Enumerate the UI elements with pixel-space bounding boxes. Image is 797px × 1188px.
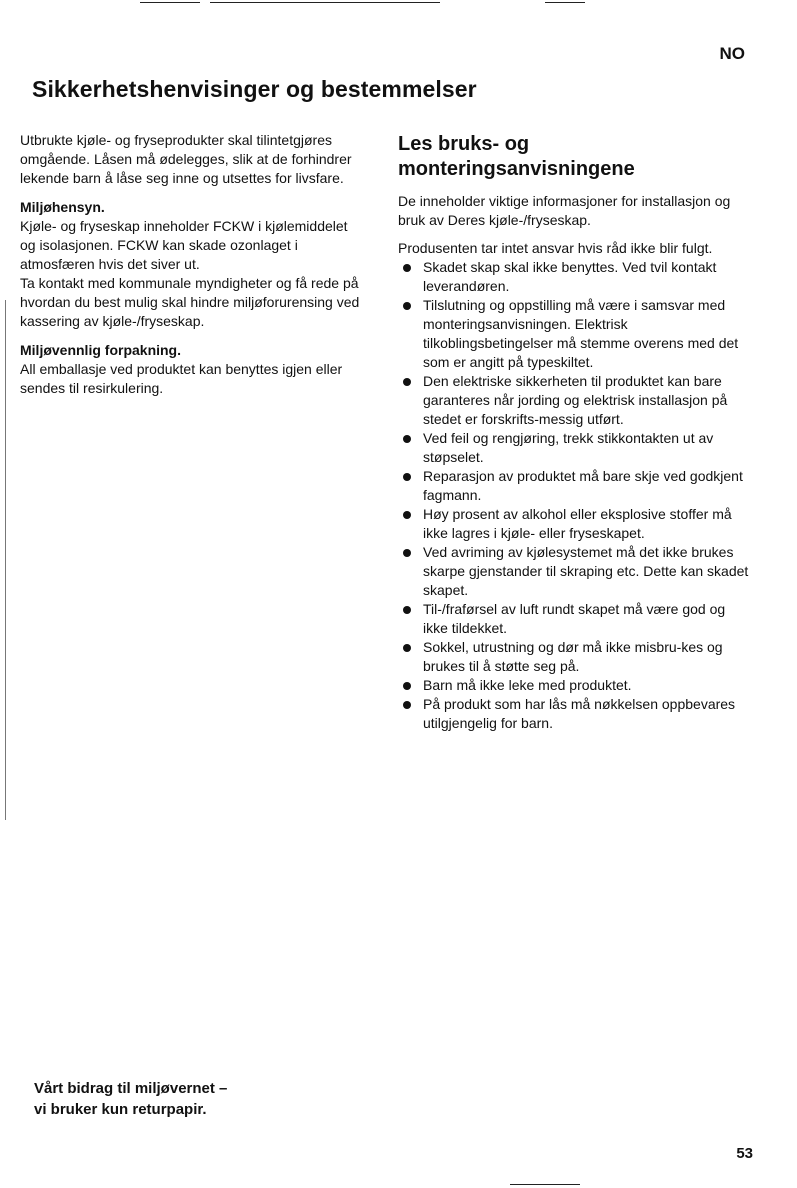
bottom-rule-1 [510, 1184, 580, 1185]
environment-text-1: Kjøle- og fryseskap inneholder FCKW i kjølemiddelet og isolasjonen. FCKW kan skade ozonlaget i atmosfæren hvis det siver ut. [20, 218, 348, 272]
language-code: NO [719, 44, 745, 63]
left-column [20, 131, 360, 408]
top-rule-2 [210, 2, 440, 3]
packaging-text: All emballasje ved produktet kan benyttes igjen eller sendes til resirkulering. [20, 361, 343, 396]
disposal-paragraph: Utbrukte kjøle- og fryseprodukter skal tilintetgjøres omgående. Låsen må ødelegges, slik at de forhindrer lekende barn å låse seg inne og utsettes for livsfare. [20, 132, 352, 186]
margin-mark [5, 300, 6, 820]
instructions-heading-line1: Les bruks- og [398, 133, 530, 155]
environment-text-2: Ta kontakt med kommunale myndigheter og få rede på hvordan du best mulig skal hindre miljøforurensing ved kassering av kjøle-/fryseskap. [20, 275, 360, 329]
list-item: Skadet skap skal ikke benyttes. Ved tvil kontakt leverandøren. [398, 258, 750, 296]
safety-list [398, 258, 750, 733]
instructions-intro: De inneholder viktige informasjoner for installasjon og bruk av Deres kjøle-/fryseskap. [398, 193, 731, 228]
list-item: Barn må ikke leke med produktet. [398, 676, 750, 695]
right-column [398, 132, 750, 733]
list-item: Høy prosent av alkohol eller eksplosive stoffer må ikke lagres i kjøle- eller fryseskapet. [398, 505, 750, 543]
page-number: 53 [736, 1145, 753, 1162]
section-title: Sikkerhetshenvisinger og bestemmelser [32, 76, 477, 102]
top-rule-1 [140, 2, 200, 3]
list-item: Den elektriske sikkerheten til produktet kan bare garanteres når jording og elektrisk installasjon på stedet er forskrifts-messig utført. [398, 372, 750, 429]
instructions-heading-line2: monteringsanvisningene [398, 158, 635, 180]
list-item: Ved feil og rengjøring, trekk stikkontakten ut av støpselet. [398, 429, 750, 467]
disclaimer: Produsenten tar intet ansvar hvis råd ikke blir fulgt. [398, 240, 713, 256]
recycled-paper-note-line2: vi bruker kun returpapir. [34, 1101, 207, 1118]
packaging-heading: Miljøvennlig forpakning. [20, 342, 181, 358]
environment-heading: Miljøhensyn. [20, 199, 105, 215]
list-item: Tilslutning og oppstilling må være i samsvar med monteringsanvisningen. Elektrisk tilkoblingsbetingelser må stemme overens med det som er angitt på typeskiltet. [398, 296, 750, 372]
list-item: Sokkel, utrustning og dør må ikke misbru-kes og brukes til å støtte seg på. [398, 638, 750, 676]
recycled-paper-note-line1: Vårt bidrag til miljøvernet – [34, 1080, 228, 1097]
recycled-paper-note [34, 1078, 227, 1120]
list-item: På produkt som har lås må nøkkelsen oppbevares utilgjengelig for barn. [398, 695, 750, 733]
list-item: Til-/fraførsel av luft rundt skapet må være god og ikke tildekket. [398, 600, 750, 638]
instructions-heading [398, 132, 750, 182]
top-rule-3 [545, 2, 585, 3]
list-item: Reparasjon av produktet må bare skje ved godkjent fagmann. [398, 467, 750, 505]
list-item: Ved avriming av kjølesystemet må det ikke brukes skarpe gjenstander til skraping etc. Dette kan skadet skapet. [398, 543, 750, 600]
